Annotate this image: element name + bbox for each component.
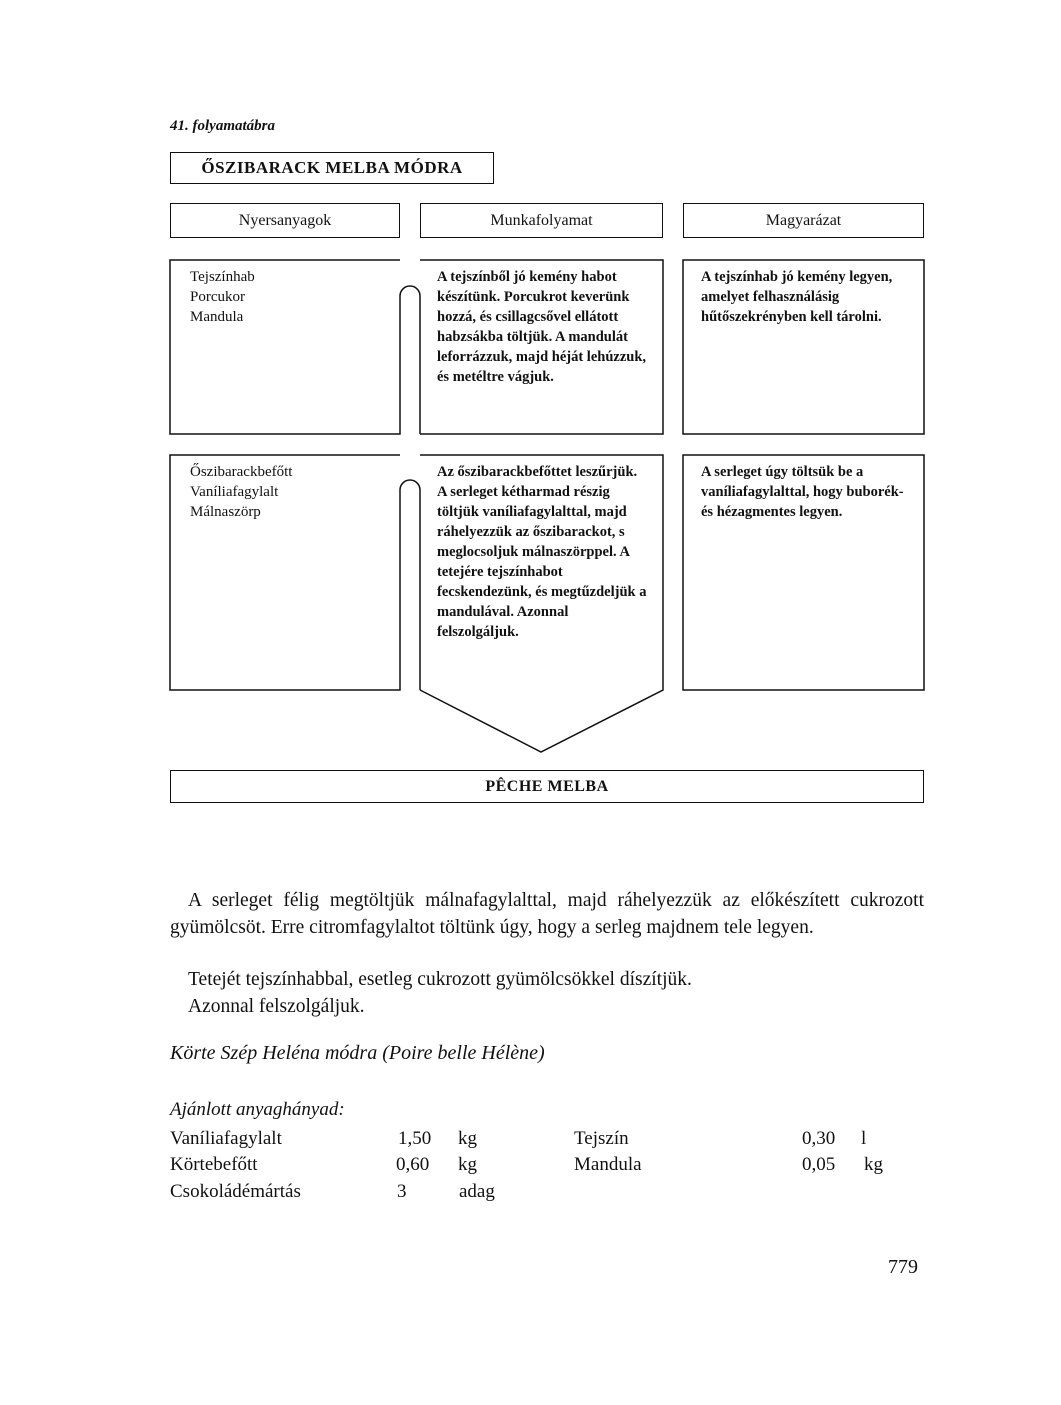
page-number: 779 — [888, 1256, 918, 1278]
right-item-unit: kg — [864, 1154, 883, 1175]
left-item-qty: 0,60 — [396, 1154, 430, 1175]
header-ingredients: Nyersanyagok — [170, 203, 400, 238]
figure-title: ŐSZIBARACK MELBA MÓDRA — [170, 152, 494, 184]
row2-ingredients: Őszibarackbefőtt Vaníliafagylalt Málnaszörp — [190, 464, 293, 520]
left-item-qty: 3 — [397, 1181, 407, 1202]
recipe-title: Körte Szép Heléna módra (Poire belle Hélène) — [170, 1042, 545, 1064]
row2-explanation: A serleget úgy töltsük be a vaníliafagylalttal, hogy buborék- és hézagmentes legyen. — [701, 464, 904, 520]
right-item-qty: 0,30 — [802, 1128, 836, 1149]
figure-caption: 41. folyamatábra — [170, 118, 275, 134]
row1-explanation: A tejszínhab jó kemény legyen, amelyet felhasználásig hűtőszekrényben kell tárolni. — [701, 269, 893, 325]
paragraph-3: Azonnal felszolgáljuk. — [188, 996, 365, 1017]
left-item-unit: kg — [458, 1154, 477, 1175]
left-item-unit: adag — [459, 1181, 495, 1202]
row2-process: Az őszibarackbefőttet leszűrjük. A serleget kétharmad részig töltjük vaníliafagylalttal, majd ráhelyezzük az őszibarackot, s meglocsoljuk málnaszörppel. A tetejére tejszínhabot fecskendezünk, és megtűzdeljük a mandulával. Azonnal felszolgáljuk. — [437, 464, 647, 640]
left-item-unit: kg — [458, 1128, 477, 1149]
paragraph-1: A serleget félig megtöltjük málnafagylalttal, majd ráhelyezzük az előkészített cukrozott gyümölcsöt. Erre citromfagylaltot töltünk úgy, hogy a serleg majdnem tele legyen. — [170, 890, 924, 938]
paragraph-2: Tetejét tejszínhabbal, esetleg cukrozott gyümölcsökkel díszítjük. — [188, 969, 692, 990]
amount-title: Ajánlott anyaghányad: — [170, 1099, 345, 1120]
right-item-name: Tejszín — [574, 1128, 629, 1149]
left-item-name: Csokoládémártás — [170, 1181, 301, 1202]
right-item-qty: 0,05 — [802, 1154, 836, 1175]
right-item-name: Mandula — [574, 1154, 642, 1175]
right-item-unit: l — [861, 1128, 867, 1149]
row1-ingredients: Tejszínhab Porcukor Mandula — [190, 269, 255, 325]
result-box: PÊCHE MELBA — [170, 770, 924, 803]
header-explanation: Magyarázat — [683, 203, 924, 238]
left-item-name: Körtebefőtt — [170, 1154, 258, 1175]
left-item-qty: 1,50 — [398, 1128, 432, 1149]
header-process: Munkafolyamat — [420, 203, 663, 238]
left-item-name: Vaníliafagylalt — [170, 1128, 282, 1149]
row1-process: A tejszínből jó kemény habot készítünk. Porcukrot keverünk hozzá, és csillagcsővel ellátott habzsákba töltjük. A mandulát leforrázzuk, majd héját lehúzzuk, és metéltre vágjuk. — [437, 269, 647, 385]
